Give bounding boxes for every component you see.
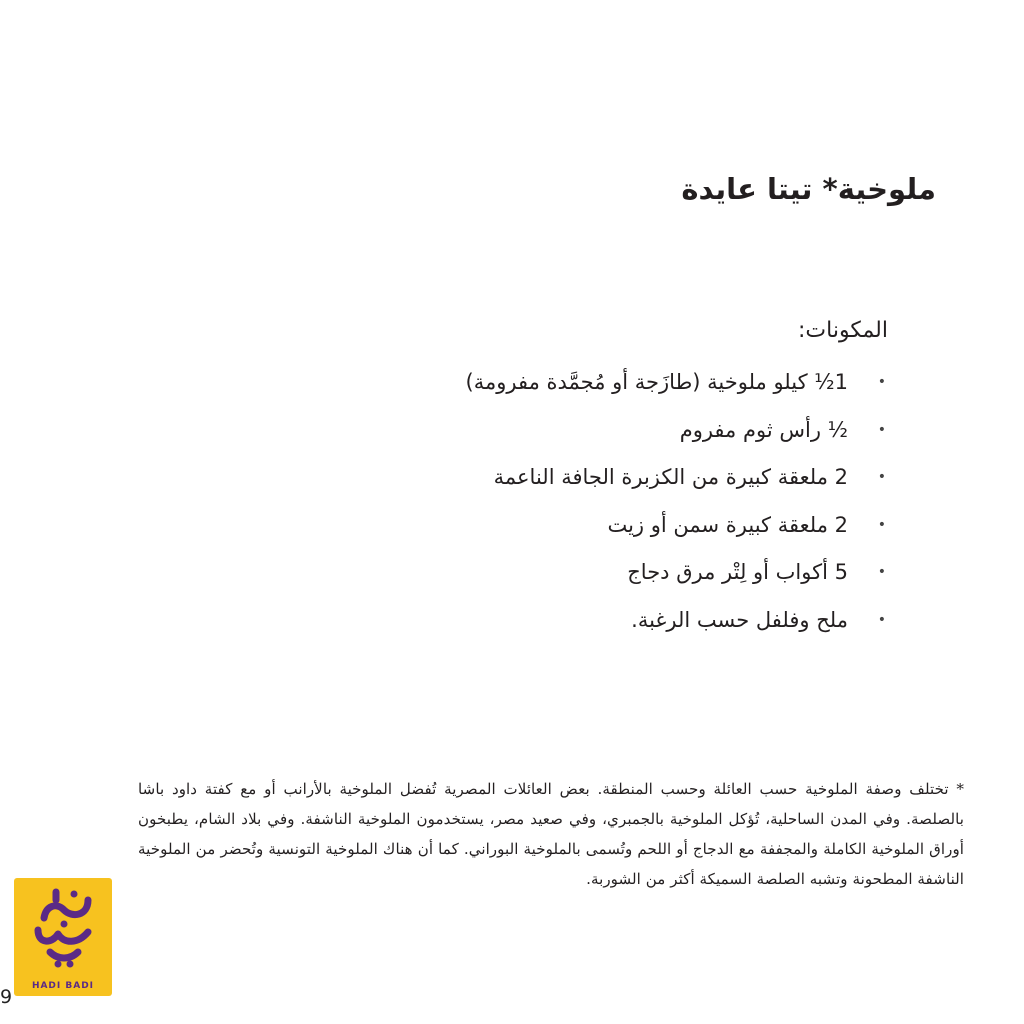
publisher-logo [14, 878, 112, 996]
ingredient-text: 2 ملعقة كبيرة من الكزبرة الجافة الناعمة [493, 465, 848, 490]
ingredient-item [326, 600, 886, 648]
page-title: ملوخية* تيتا عايدة [681, 172, 936, 206]
logo-mark-icon [28, 886, 98, 968]
bullet-icon: • [877, 611, 886, 628]
ingredient-text: 5 أكواب أو لِتْر مرق دجاج [627, 560, 848, 585]
ingredient-text: ½ رأس ثوم مفروم [679, 417, 848, 442]
ingredient-item [326, 552, 886, 600]
footnote: * تختلف وصفة الملوخية حسب العائلة وحسب المنطقة. بعض العائلات المصرية تُفضل الملوخية بالأرانب أو مع كفتة داود باشا بالصلصة. وفي المدن الساحلية، تُؤكل الملوخية بالجمبري، وفي صعيد مصر، يستخدمون الملوخية الناشفة. وفي بلاد الشام، يطبخون أوراق الملوخية الكاملة والمجففة مع الدجاج أو اللحم وتُسمى بالملوخية البوراني. كما أن هناك الملوخية التونسية وتُحضر من الملوخية الناشفة المطحونة وتشبه الصلصة السميكة أكثر من الشوربة. [138, 780, 964, 888]
bullet-icon: • [877, 516, 886, 533]
ingredient-item [326, 362, 886, 410]
ingredient-text: 2 ملعقة كبيرة سمن أو زيت [607, 512, 848, 537]
bullet-icon: • [877, 421, 886, 438]
page-number: 9 [0, 986, 13, 1008]
ingredient-item [326, 410, 886, 458]
ingredients-heading: المكونات: [798, 318, 888, 343]
ingredient-item [326, 457, 886, 505]
bullet-icon: • [877, 564, 886, 581]
ingredients-list [326, 362, 886, 648]
bullet-icon: • [877, 469, 886, 486]
ingredient-item [326, 505, 886, 553]
bullet-icon: • [877, 374, 886, 390]
ingredient-text: ملح وفلفل حسب الرغبة. [631, 607, 848, 632]
ingredient-text: 1½ كيلو ملوخية (طازَجة أو مُجمَّدة مفرومة) [465, 370, 848, 394]
logo-text: HADI BADI [31, 981, 95, 991]
